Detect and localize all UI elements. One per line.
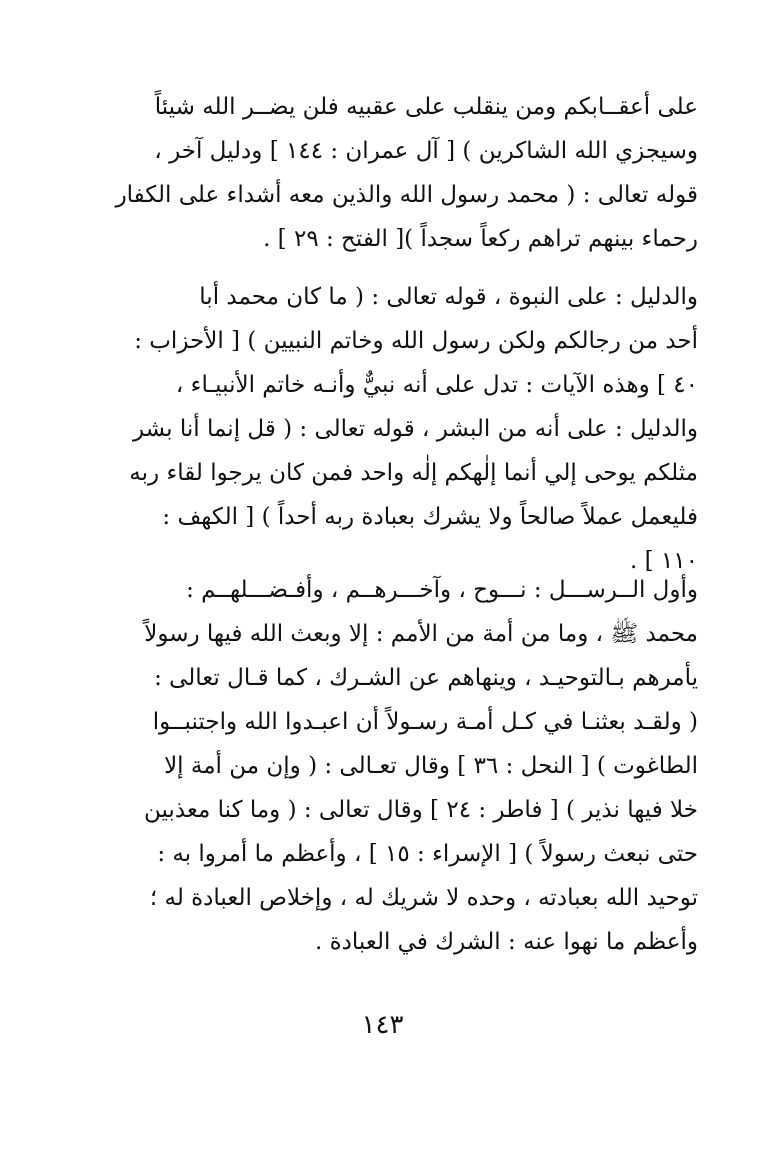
text-line: وأعظم ما نهوا عنه : الشرك في العبادة . (314, 929, 698, 955)
text-line: رحماء بينهم تراهم ركعاً سجداً )[ الفتح : ٢٩ ] . (263, 226, 698, 252)
text-line: توحيد الله بعبادته ، وحده لا شريك له ، وإخلاص العبادة له ؛ (149, 885, 698, 911)
page-number: ١٤٣ (361, 1010, 404, 1040)
text-line: وسيجزي الله الشاكرين ) [ آل عمران : ١٤٤ ] ودليل آخر ، (154, 138, 698, 164)
text-line: ٤٠ ] وهذه الآيات : تدل على أنه نبيٌّ وأنـه خاتم الأنبيـاء ، (175, 372, 698, 398)
text-line: ( ولقـد بعثنـا في كـل أمـة رسـولاً أن اعبـدوا الله واجتنبــوا (152, 709, 698, 735)
text-line: أحد من رجالكم ولكن رسول الله وخاتم النبيين ) [ الأحزاب : (134, 328, 698, 354)
text-line: الطاغوت ) [ النحل : ٣٦ ] وقال تعـالى : ( وإن من أمة إلا (164, 753, 698, 779)
text-line: والدليل : على أنه من البشر ، قوله تعالى : ( قل إنما أنا بشر (132, 416, 698, 442)
paragraph-1 (78, 85, 698, 261)
text-line: خلا فيها نذير ) [ فاطر : ٢٤ ] وقال تعالى : ( وما كنا معذبين (143, 797, 698, 823)
text-line: على أعقــابكم ومن ينقلب على عقبيه فلن يضــر الله شيئاً (154, 94, 698, 120)
text-line: ١١٠ ] . (630, 548, 698, 574)
text-line: فليعمل عملاً صالحاً ولا يشرك بعبادة ربه أحداً ) [ الكهف : (162, 504, 698, 530)
text-line: وأول الــرســـل : نـــوح ، وآخـــرهــم ، وأفـضـــلهــم : (186, 577, 698, 603)
text-line: والدليل : على النبوة ، قوله تعالى : ( ما كان محمد أبا (199, 284, 698, 310)
paragraph-2 (78, 275, 698, 583)
text-line: محمد ﷺ ، وما من أمة من الأمم : إلا وبعث الله فيها رسولاً (144, 621, 698, 647)
text-line: يأمرهم بـالتوحيـد ، وينهاهم عن الشـرك ، كما قـال تعالى : (154, 665, 698, 691)
text-line: حتى نبعث رسولاً ) [ الإسراء : ١٥ ] ، وأعظم ما أمروا به : (157, 841, 698, 867)
paragraph-3 (78, 568, 698, 964)
text-line: قوله تعالى : ( محمد رسول الله والذين معه أشداء على الكفار (115, 182, 698, 208)
text-line: مثلكم يوحى إلي أنما إلٰهكم إلٰه واحد فمن كان يرجوا لقاء ربه (129, 460, 698, 486)
